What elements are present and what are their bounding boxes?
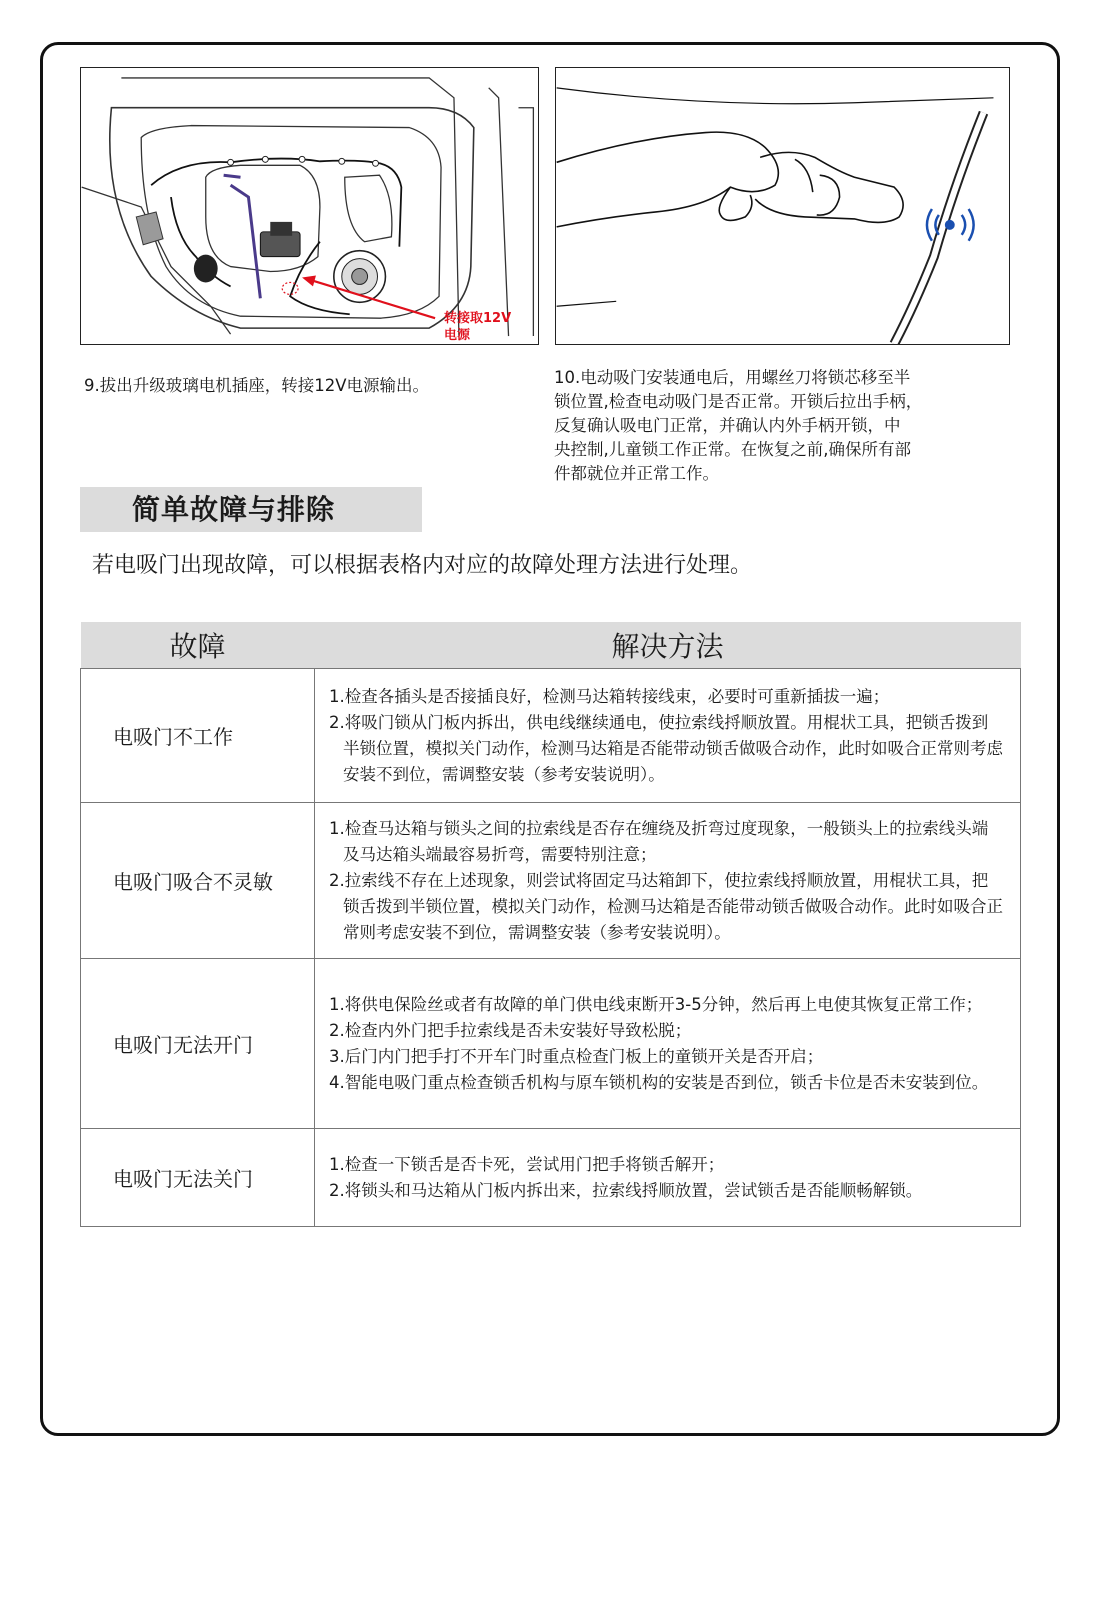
solution-line: 2.检查内外门把手拉索线是否未安装好导致松脱； <box>329 1020 692 1040</box>
solution-line: 1.检查各插头是否接插良好，检测马达箱转接线束，必要时可重新插拔一遍； <box>329 686 890 706</box>
solution-cell <box>315 959 1021 1129</box>
solution-cell <box>315 803 1021 959</box>
section-intro: 若电吸门出现故障，可以根据表格内对应的故障处理方法进行处理。 <box>92 553 753 578</box>
fault-cell: 电吸门无法关门 <box>81 1129 315 1227</box>
fault-cell: 电吸门不工作 <box>81 669 315 803</box>
step10-line: 反复确认吸电门正常，并确认内外手柄开锁，中 <box>554 416 901 435</box>
header-fault: 故障 <box>81 622 315 669</box>
solution-line: 2.将锁头和马达箱从门板内拆出来，拉索线捋顺放置，尝试锁舌是否能顺畅解锁。 <box>329 1180 923 1200</box>
callout-12v <box>444 310 511 344</box>
solution-line: 1.检查马达箱与锁头之间的拉索线是否存在缠绕及折弯过度现象，一般锁头上的拉索线头端及马达箱头端最容易折弯，需要特别注意； <box>329 818 989 864</box>
solution-line: 4.智能电吸门重点检查锁舌机构与原车锁机构的安装是否到位，锁舌卡位是否未安装到位。 <box>329 1072 989 1092</box>
table-row <box>81 1129 1021 1227</box>
solution-cell <box>315 669 1021 803</box>
door-panel-illustration <box>80 67 539 345</box>
solution-line: 2.拉索线不存在上述现象，则尝试将固定马达箱卸下，使拉索线捋顺放置，用棍状工具，把锁舌拨到半锁位置，模拟关门动作，检测马达箱是否能带动锁舌做吸合动作。此时如吸合正常则考虑安装不到位，需调整安装（参考安装说明）。 <box>329 870 1003 942</box>
step10-line: 件都就位并正常工作。 <box>554 464 719 483</box>
callout-line-1: 转接取12V <box>444 311 512 326</box>
fault-cell: 电吸门吸合不灵敏 <box>81 803 315 959</box>
header-solution: 解决方法 <box>315 622 1021 669</box>
table-header-row <box>81 622 1021 669</box>
solution-cell <box>315 1129 1021 1227</box>
callout-line-2: 电源 <box>444 328 471 343</box>
step10-line: 央控制,儿童锁工作正常。在恢复之前,确保所有部 <box>554 440 911 459</box>
solution-line: 3.后门内门把手打不开车门时重点检查门板上的童锁开关是否开启； <box>329 1046 824 1066</box>
fault-table <box>80 622 1021 1227</box>
solution-line: 2.将吸门锁从门板内拆出，供电线继续通电，使拉索线捋顺放置。用棍状工具，把锁舌拨到半锁位置，模拟关门动作，检测马达箱是否能带动锁舌做吸合动作，此时如吸合正常则考虑安装不到位，需调整安装（参考安装说明）。 <box>329 712 1003 784</box>
step10-line: 10.电动吸门安装通电后，用螺丝刀将锁芯移至半 <box>554 368 911 387</box>
step10-caption <box>554 366 922 486</box>
solution-line: 1.检查一下锁舌是否卡死，尝试用门把手将锁舌解开； <box>329 1154 725 1174</box>
door-handle-illustration <box>555 67 1010 345</box>
table-row <box>81 959 1021 1129</box>
section-title: 简单故障与排除 <box>80 487 422 532</box>
table-row <box>81 669 1021 803</box>
step10-line: 锁位置,检查电动吸门是否正常。开锁后拉出手柄， <box>554 392 923 411</box>
solution-line: 1.将供电保险丝或者有故障的单门供电线束断开3-5分钟，然后再上电使其恢复正常工作； <box>329 994 983 1014</box>
table-row <box>81 803 1021 959</box>
step9-caption: 9.拔出升级玻璃电机插座，转接12V电源输出。 <box>84 376 430 395</box>
fault-cell: 电吸门无法开门 <box>81 959 315 1129</box>
